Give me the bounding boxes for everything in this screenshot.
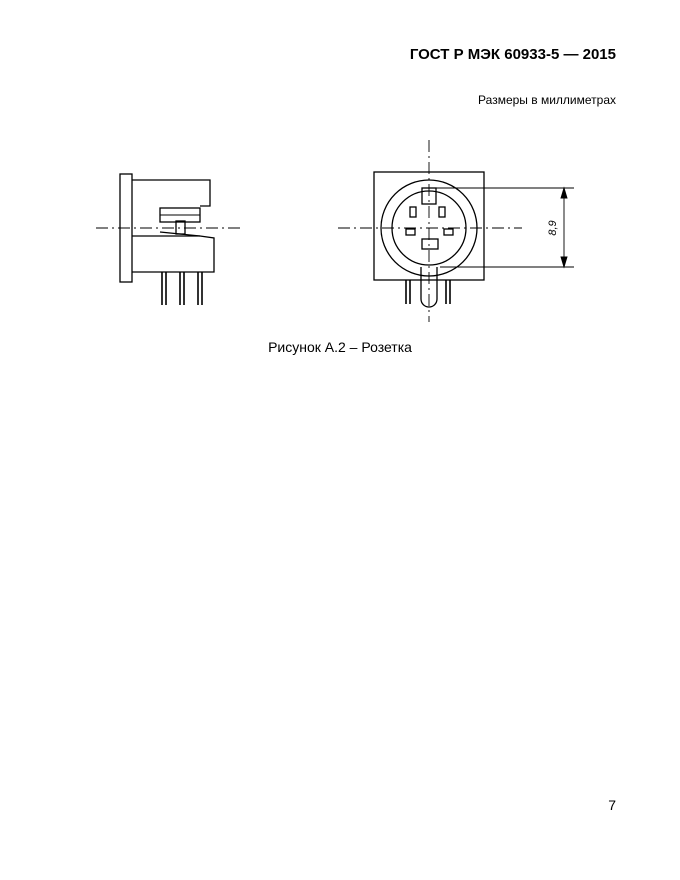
document-title: ГОСТ Р МЭК 60933-5 — 2015 xyxy=(409,46,616,63)
units-note: Размеры в миллиметрах xyxy=(478,93,616,107)
dimension-label: 8,9 xyxy=(547,220,559,236)
figure-caption: Рисунок А.2 – Розетка xyxy=(268,339,412,355)
figure-caption-row xyxy=(0,339,680,355)
socket-drawing xyxy=(90,136,590,326)
page-number: 7 xyxy=(608,797,616,813)
side-view xyxy=(120,174,214,305)
